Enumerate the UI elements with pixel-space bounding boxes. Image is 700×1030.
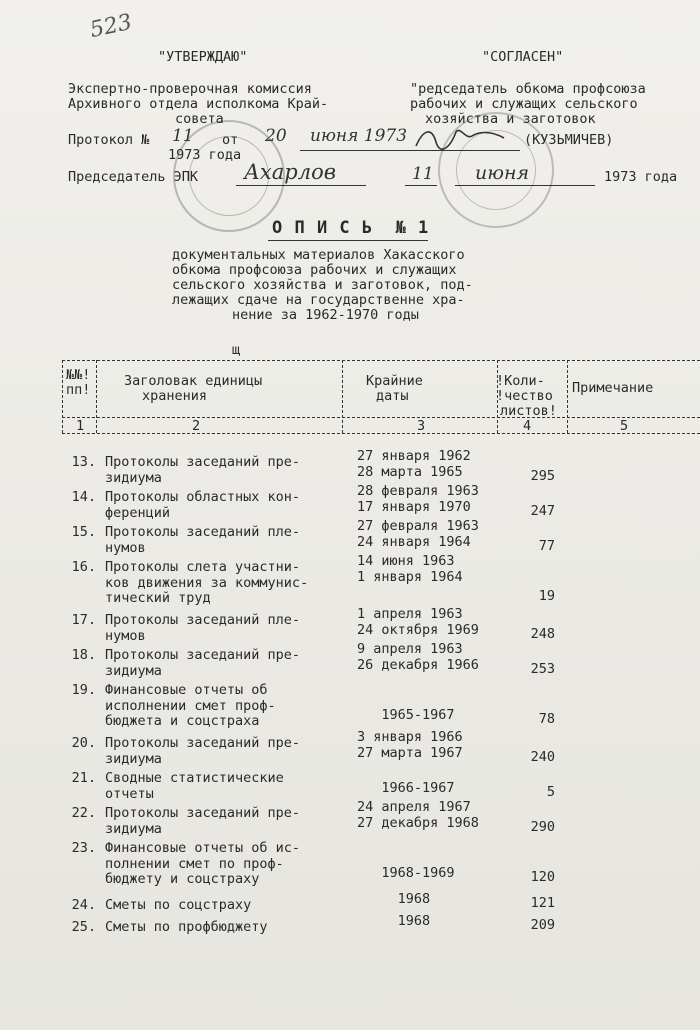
col-index-3: 3 [417, 418, 426, 434]
row-number: 23. [71, 840, 96, 856]
col-count-header-2: !чество [496, 388, 553, 404]
row-title-line: Протоколы заседаний пре- [105, 647, 301, 663]
row-number: 17. [71, 612, 96, 628]
row-title-line: Протоколы слета участни- [105, 559, 301, 575]
row-date-line: 27 марта 1967 [357, 744, 463, 761]
row-title-line: Протоколы заседаний пле- [105, 524, 301, 540]
row-sheet-count: 253 [530, 660, 555, 677]
table-col-sep-4 [567, 360, 568, 433]
row-date-line: 24 октября 1969 [357, 621, 479, 638]
row-sheet-count: 240 [530, 748, 555, 765]
row-title-line: Сводные статистические [105, 770, 284, 786]
chair-signature-line [236, 185, 366, 186]
row-sheet-count: 248 [530, 625, 555, 642]
row-title-line: бюджета и соцстраха [105, 713, 260, 729]
row-title-line: полнении смет по проф- [105, 855, 284, 872]
row-date-line: 3 января 1966 [357, 729, 463, 745]
handwritten-archive-number: 523 [87, 9, 135, 44]
row-sheet-count: 209 [530, 917, 555, 933]
col-num-header-1: №№! [66, 367, 91, 383]
table-top-rule [62, 360, 700, 361]
row-date-line: 1968 [357, 913, 431, 929]
col-index-1: 1 [76, 418, 85, 434]
row-date-line: 1965-1967 [357, 707, 455, 723]
approve-line-2: Архивного отдела исполкома Край- [68, 96, 329, 112]
row-number: 24. [71, 897, 96, 913]
row-date-line: 1968 [357, 891, 431, 907]
row-number: 16. [71, 559, 96, 575]
col-index-5: 5 [620, 418, 629, 434]
row-number: 19. [71, 682, 96, 698]
description-line-2: обкома профсоюза рабочих и служащих [172, 262, 457, 278]
col-index-4: 4 [523, 418, 532, 434]
document-title: О П И С Ь № 1 [272, 218, 430, 238]
agree-line-1: "редседатель обкома профсоюза [410, 81, 646, 97]
row-number: 14. [71, 489, 96, 505]
agree-date-year: 1973 года [604, 169, 678, 185]
approve-year-line: 1973 года [168, 147, 242, 163]
row-title-line: ков движения за коммунис- [105, 574, 309, 591]
row-date-line: 28 марта 1965 [357, 463, 463, 480]
agree-day-underline [405, 185, 437, 186]
row-number: 22. [71, 805, 96, 821]
row-date-line: 1 апреля 1963 [357, 606, 463, 622]
row-sheet-count: 77 [538, 537, 555, 554]
description-line-1: документальных материалов Хакасского [172, 247, 465, 263]
row-title-line: Протоколы заседаний пре- [105, 454, 301, 470]
agree-signature-line [380, 150, 520, 151]
approve-line-3: совета [175, 111, 224, 127]
col-title-header-2: хранения [142, 388, 208, 404]
approve-heading: "УТВЕРЖДАЮ" [158, 49, 248, 65]
row-title-line: Протоколы заседаний пле- [105, 612, 301, 628]
col-dates-header-2: даты [376, 388, 409, 404]
agree-month-underline [455, 185, 595, 186]
row-date-line: 1968-1969 [357, 865, 455, 881]
protocol-month: июня 1973 [310, 126, 408, 146]
chair-label: Председатель ЭПК [68, 169, 199, 185]
row-title-line: зидиума [105, 820, 162, 837]
row-title-line: нумов [105, 627, 146, 644]
row-date-line: 26 декабря 1966 [357, 656, 479, 673]
protocol-date-underline [300, 150, 390, 151]
row-title-line: Финансовые отчеты об [105, 682, 268, 698]
row-number: 18. [71, 647, 96, 663]
col-num-header-2: пп! [66, 382, 91, 398]
row-title-line: тический труд [105, 590, 211, 606]
row-sheet-count: 19 [538, 588, 555, 604]
row-title-line: Протоколы областных кон- [105, 489, 301, 505]
row-date-line: 27 декабря 1968 [357, 814, 479, 831]
row-sheet-count: 290 [530, 818, 555, 835]
row-sheet-count: 247 [530, 502, 555, 519]
row-title-line: Протоколы заседаний пре- [105, 735, 301, 751]
col-index-2: 2 [192, 418, 201, 434]
row-date-line: 14 июня 1963 [357, 553, 455, 569]
protocol-prefix: Протокол № [68, 132, 150, 148]
row-title-line: зидиума [105, 662, 162, 679]
row-sheet-count: 5 [546, 783, 555, 800]
row-date-line: 24 января 1964 [357, 533, 471, 550]
table-index-rule [62, 433, 700, 434]
table-header-rule [62, 417, 700, 418]
row-sheet-count: 78 [538, 711, 555, 727]
description-line-4: лежащих сдаче на государственне хра- [172, 292, 465, 308]
row-date-line: 9 апреля 1963 [357, 641, 463, 657]
row-date-line: 27 января 1962 [357, 448, 471, 464]
table-col-sep-2 [342, 360, 343, 433]
row-title-line: нумов [105, 539, 146, 556]
agree-signature-name: (КУЗЬМИЧЕВ) [524, 132, 614, 148]
protocol-number: 11 [172, 126, 194, 146]
stray-mark: щ [232, 342, 241, 358]
protocol-day: 20 [265, 126, 287, 146]
row-title-line: исполнении смет проф- [105, 697, 276, 714]
row-number: 15. [71, 524, 96, 540]
agree-line-2: рабочих и служащих сельского [410, 96, 638, 112]
row-date-line: 17 января 1970 [357, 498, 471, 515]
col-title-header-1: Заголовак единицы [124, 373, 263, 389]
row-sheet-count: 121 [530, 895, 555, 911]
agree-line-3: хозяйства и заготовок [425, 111, 596, 127]
col-count-header-3: листов! [500, 403, 557, 419]
chair-signature: Ахарлов [244, 160, 336, 184]
table-col-sep-0 [62, 360, 63, 433]
row-title-line: отчеты [105, 785, 154, 802]
approve-line-1: Экспертно-проверочная комиссия [68, 81, 312, 97]
row-number: 25. [71, 919, 96, 935]
col-dates-header-1: Крайние [366, 373, 423, 389]
agree-heading: "СОГЛАСЕН" [482, 49, 564, 65]
row-title-line: Сметы по соцстраху [105, 897, 252, 913]
row-title-line: зидиума [105, 750, 162, 767]
col-note-header: Примечание [572, 380, 654, 396]
row-date-line: 1966-1967 [357, 779, 455, 796]
row-title-line: бюджету и соцстраху [105, 871, 260, 887]
row-number: 13. [71, 454, 96, 470]
row-title-line: ференций [105, 504, 171, 521]
table-col-sep-1 [96, 360, 97, 433]
description-line-3: сельского хозяйства и заготовок, под- [172, 277, 473, 293]
title-underline [268, 240, 428, 241]
description-line-5: нение за 1962-1970 годы [232, 307, 419, 323]
row-number: 20. [71, 735, 96, 751]
row-date-line: 28 февраля 1963 [357, 483, 479, 499]
col-count-header-1: !Коли- [496, 373, 545, 389]
agree-date-day: 11 [412, 164, 434, 184]
agree-date-month: июня [475, 162, 530, 184]
row-title-line: зидиума [105, 469, 162, 486]
row-sheet-count: 120 [530, 869, 555, 885]
row-date-line: 24 апреля 1967 [357, 799, 471, 815]
row-sheet-count: 295 [530, 467, 555, 484]
row-title-line: Протоколы заседаний пре- [105, 805, 301, 821]
row-date-line: 1 января 1964 [357, 568, 463, 585]
row-date-line: 27 февраля 1963 [357, 518, 479, 534]
row-number: 21. [71, 770, 96, 786]
row-title-line: Финансовые отчеты об ис- [105, 840, 301, 856]
row-title-line: Сметы по профбюджету [105, 919, 268, 935]
protocol-ot: от [222, 132, 239, 148]
